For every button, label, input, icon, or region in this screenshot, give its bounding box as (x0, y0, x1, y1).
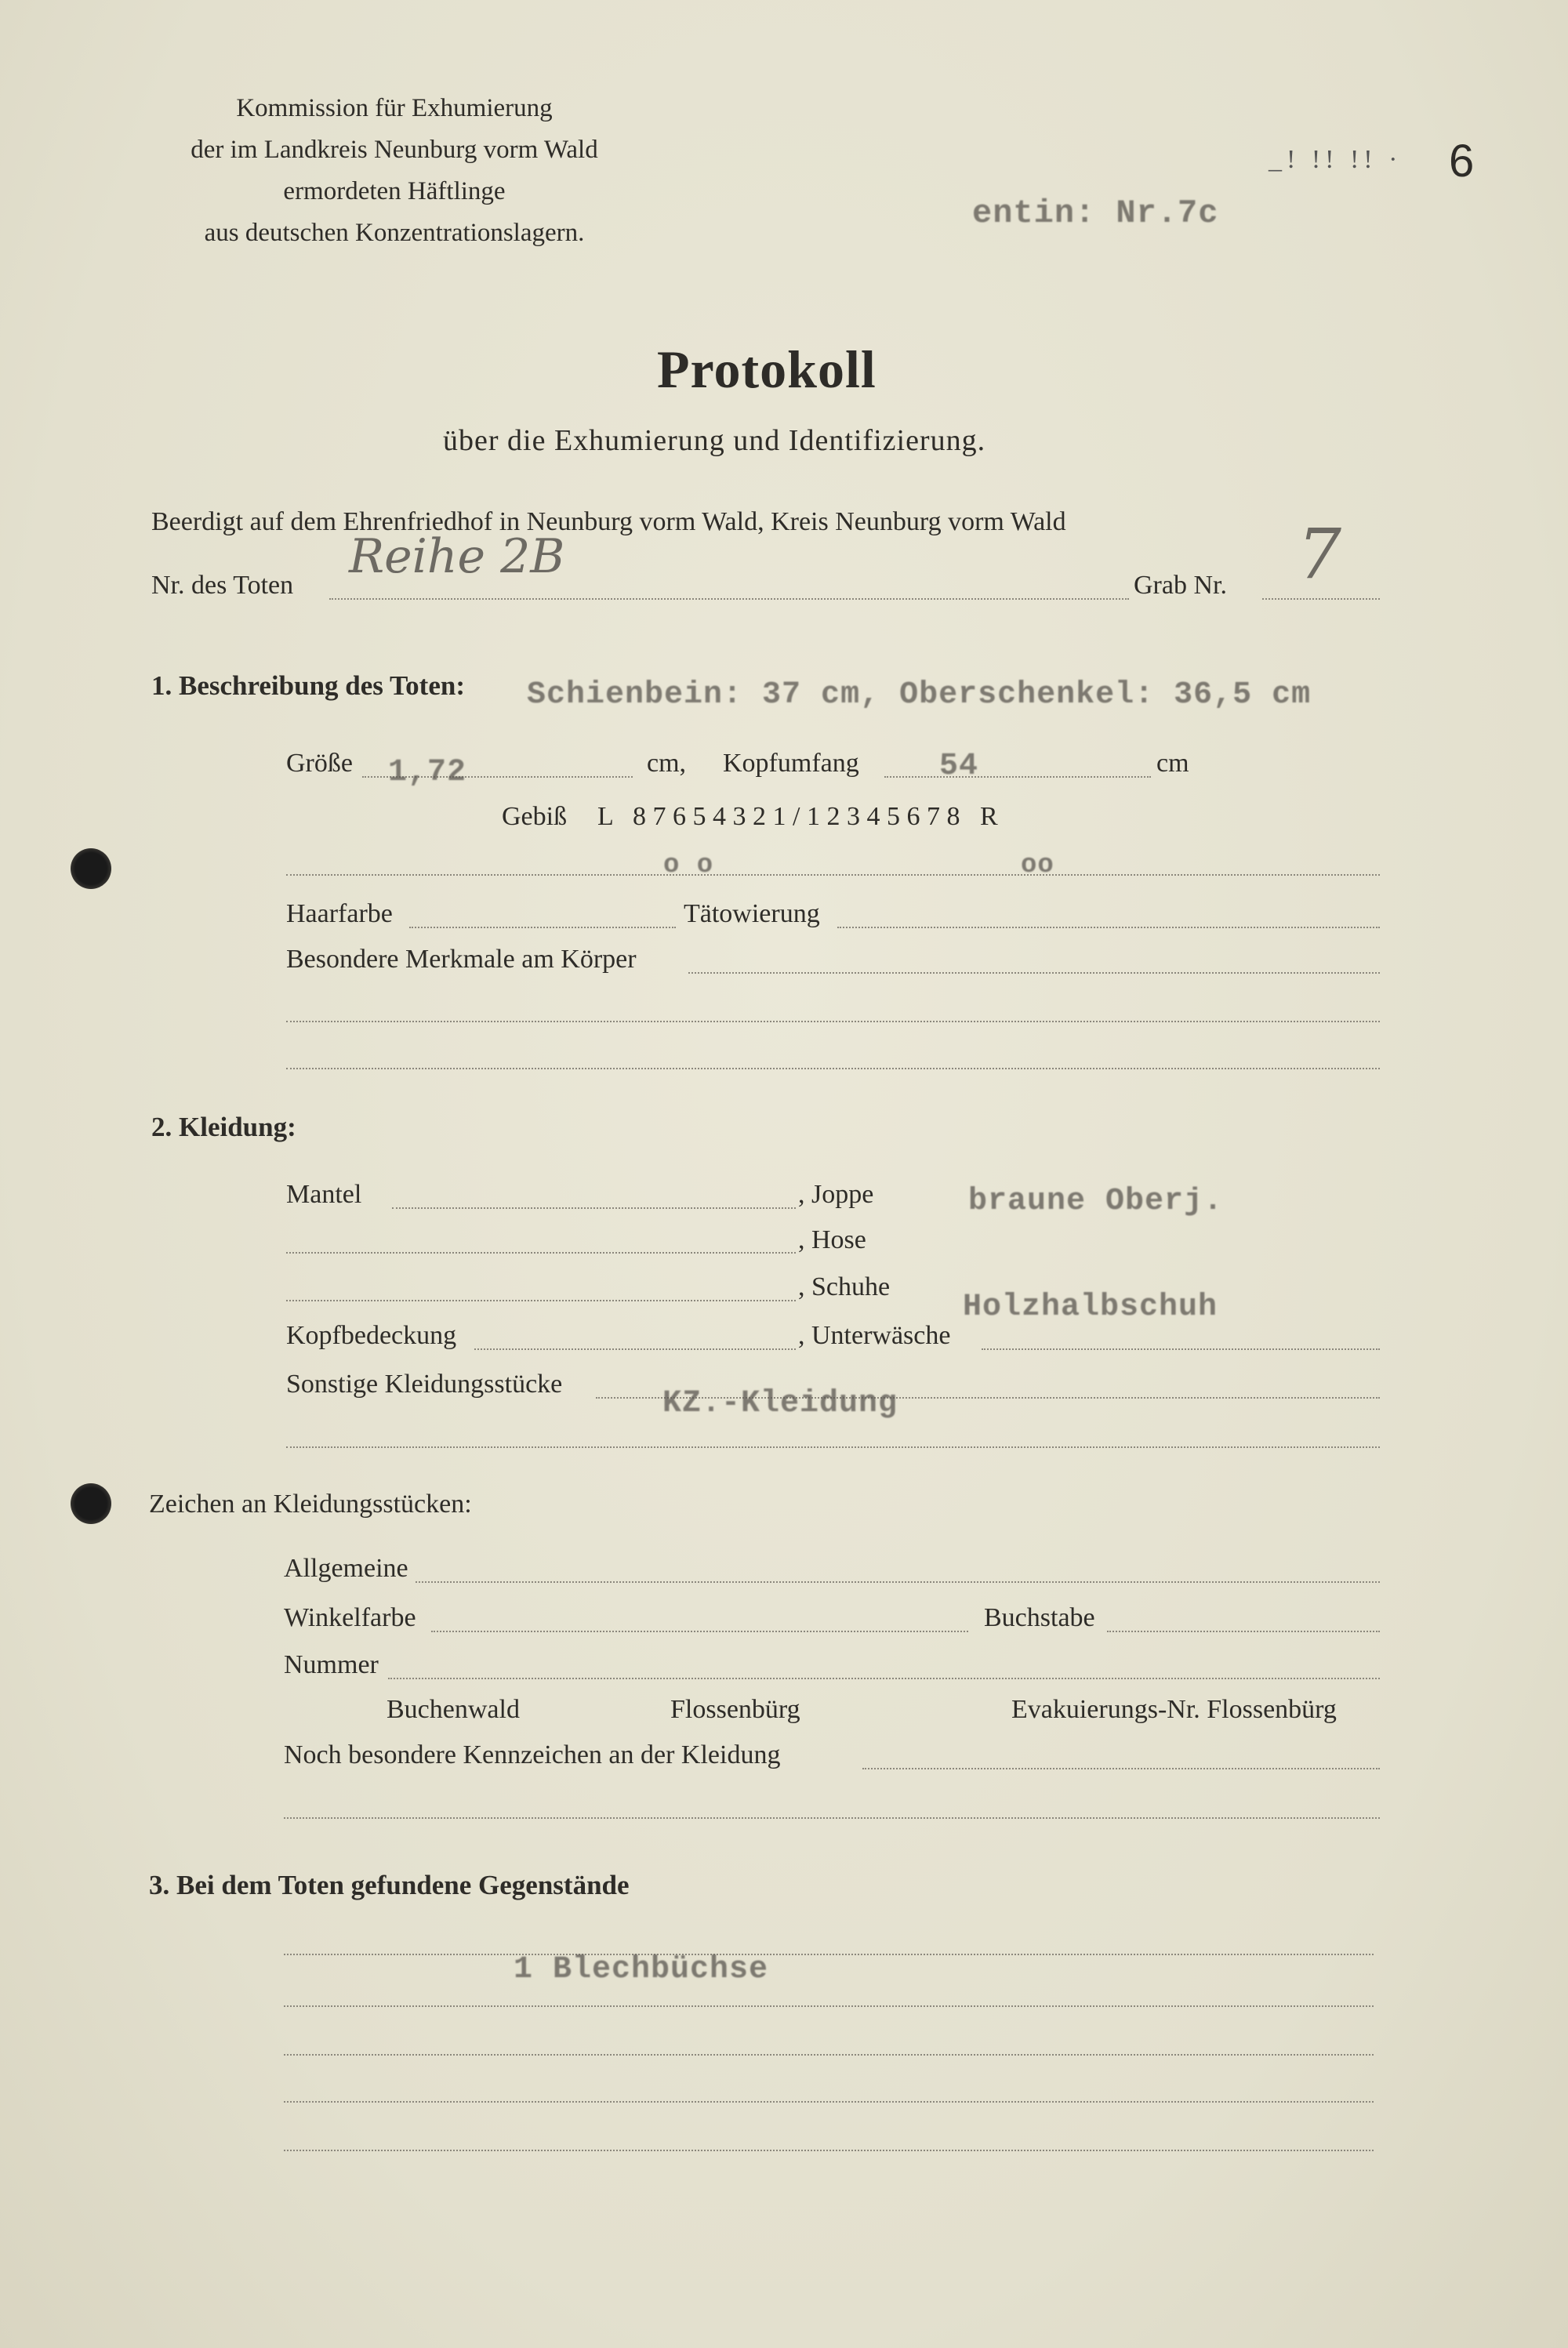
kennzeichen-line-2 (284, 1817, 1380, 1819)
haarfarbe-line (409, 927, 676, 928)
grab-nr-value: 7 (1298, 514, 1341, 594)
winkelfarbe-line (431, 1631, 968, 1632)
mantel-label: Mantel (286, 1180, 362, 1209)
buchstabe-label: Buchstabe (984, 1603, 1095, 1632)
kopfumfang-line (884, 776, 1151, 778)
gebiss-line (286, 874, 1380, 876)
schuhe-prefix-line (286, 1300, 796, 1301)
kopfumfang-value: 54 (939, 749, 979, 784)
items-line-3 (284, 2054, 1374, 2056)
document-subtitle: über die Exhumierung und Identifizierung. (443, 424, 986, 457)
buchenwald-label: Buchenwald (387, 1695, 520, 1724)
kopfumfang-label: Kopfumfang (723, 749, 859, 778)
mantel-line (392, 1207, 796, 1209)
found-item-1: 1 Blechbüchse (514, 1952, 769, 1987)
grab-nr-line (1262, 598, 1380, 600)
items-line-1 (284, 1954, 1374, 1955)
kopfbedeckung-line (474, 1348, 796, 1350)
gebiss-label: Gebiß (502, 802, 568, 831)
commission-line-1: Kommission für Exhumierung (236, 94, 553, 122)
sonstige-value: KZ.-Kleidung (662, 1386, 898, 1421)
merkmale-line-2 (286, 1021, 1380, 1022)
schuhe-value: Holzhalbschuh (963, 1290, 1218, 1325)
winkelfarbe-label: Winkelfarbe (284, 1603, 416, 1632)
taetowierung-line (837, 927, 1380, 928)
page-number: 6 (1449, 136, 1475, 187)
groesse-label: Größe (286, 749, 353, 778)
schuhe-label: , Schuhe (798, 1272, 891, 1301)
zeichen-heading: Zeichen an Kleidungsstücken: (149, 1490, 472, 1519)
items-line-2 (284, 2005, 1374, 2007)
commission-line-3: ermordeten Häftlinge (283, 177, 506, 205)
nr-des-toten-value: Reihe 2B (349, 529, 565, 584)
groesse-value: 1,72 (388, 755, 467, 790)
typed-reference: entin: Nr.7c (972, 194, 1219, 232)
nr-des-toten-label: Nr. des Toten (151, 571, 294, 600)
punch-hole-top (71, 848, 111, 889)
merkmale-label: Besondere Merkmale am Körper (286, 945, 637, 974)
nummer-label: Nummer (284, 1650, 379, 1679)
nr-des-toten-line (329, 598, 1129, 600)
taetowierung-label: Tätowierung (684, 899, 820, 928)
commission-line-2: der im Landkreis Neunburg vorm Wald (191, 136, 598, 164)
hose-prefix-line (286, 1252, 796, 1254)
section-1-typed-measurements: Schienbein: 37 cm, Oberschenkel: 36,5 cm (527, 677, 1312, 713)
allgemeine-line (416, 1581, 1380, 1583)
teeth-mark-left: o o (663, 851, 714, 880)
merkmale-line-1 (688, 972, 1380, 974)
joppe-label: , Joppe (798, 1180, 874, 1209)
burial-line: Beerdigt auf dem Ehrenfriedhof in Neunburg vorm Wald, Kreis Neunburg vorm Wald (151, 507, 1066, 536)
flossenbuerg-label: Flossenbürg (670, 1695, 800, 1724)
document-title: Protokoll (657, 339, 877, 399)
hose-label: , Hose (798, 1225, 866, 1254)
punch-hole-bottom (71, 1483, 111, 1524)
merkmale-line-3 (286, 1068, 1380, 1069)
items-line-5 (284, 2150, 1374, 2151)
sonstige-label: Sonstige Kleidungsstücke (286, 1370, 563, 1399)
kopfbedeckung-label: Kopfbedeckung (286, 1321, 457, 1350)
sonstige-line-2 (286, 1446, 1380, 1448)
buchstabe-line (1107, 1631, 1380, 1632)
groesse-cm: cm, (647, 749, 687, 778)
teeth-mark-right: oo (1021, 851, 1054, 880)
section-2-heading: 2. Kleidung: (151, 1112, 296, 1142)
kennzeichen-label: Noch besondere Kennzeichen an der Kleidung (284, 1740, 781, 1769)
joppe-value: braune Oberj. (968, 1184, 1224, 1219)
haarfarbe-label: Haarfarbe (286, 899, 393, 928)
evakuierung-label: Evakuierungs-Nr. Flossenbürg (1011, 1695, 1337, 1724)
gebiss-teeth: L 8 7 6 5 4 3 2 1 / 1 2 3 4 5 6 7 8 R (597, 802, 998, 831)
header-marks: _! !! !! · (1269, 145, 1403, 174)
nummer-line (388, 1678, 1380, 1679)
unterwaesche-label: , Unterwäsche (798, 1321, 951, 1350)
kennzeichen-line (862, 1768, 1380, 1769)
items-line-4 (284, 2101, 1374, 2103)
kopfumfang-cm: cm (1156, 749, 1189, 778)
commission-line-4: aus deutschen Konzentrationslagern. (204, 219, 585, 247)
grab-nr-label: Grab Nr. (1134, 571, 1227, 600)
allgemeine-label: Allgemeine (284, 1554, 408, 1583)
section-3-heading: 3. Bei dem Toten gefundene Gegenstände (149, 1870, 630, 1900)
section-1-heading: 1. Beschreibung des Toten: (151, 670, 465, 701)
unterwaesche-line (982, 1348, 1380, 1350)
